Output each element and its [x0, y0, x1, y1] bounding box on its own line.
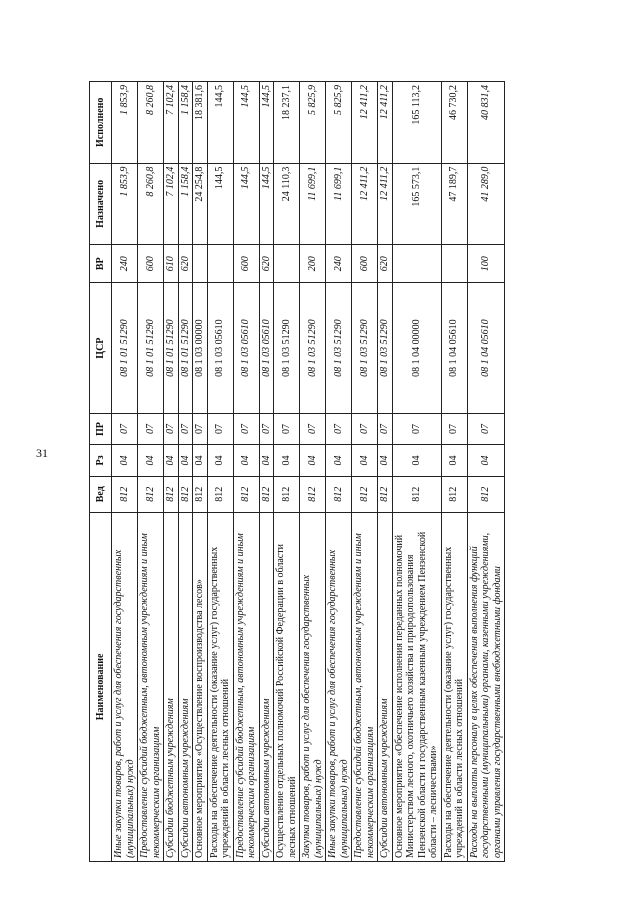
cell-assigned: 165 573,1	[392, 163, 441, 244]
cell-executed: 18 237,1	[274, 82, 300, 164]
cell-executed: 144,5	[207, 82, 233, 164]
table-row	[467, 82, 505, 862]
header-csr: ЦСР	[90, 283, 112, 413]
cell-executed: 18 381,6	[193, 82, 208, 164]
cell-ved: 812	[138, 476, 164, 512]
cell-rz: 04	[233, 445, 259, 476]
cell-rz: 04	[164, 445, 179, 476]
cell-executed: 5 825,9	[300, 82, 326, 164]
cell-pr: 07	[164, 413, 179, 444]
cell-csr: 08 1 03 51290	[352, 283, 378, 413]
cell-csr: 08 1 03 51290	[274, 283, 300, 413]
cell-name: Осуществление отдельных полномочий Российской Федерации в области лесных отношений	[274, 512, 300, 861]
cell-assigned: 12 411,2	[378, 163, 393, 244]
cell-executed: 12 411,2	[378, 82, 393, 164]
cell-name: Предоставление субсидий бюджетным, автономным учреждениям и иным некоммерческим организациям	[138, 512, 164, 861]
cell-ved: 812	[164, 476, 179, 512]
cell-csr: 08 1 03 05610	[207, 283, 233, 413]
cell-csr: 08 1 01 51290	[138, 283, 164, 413]
rotated-table-container	[89, 81, 535, 862]
cell-name: Основное мероприятие «Осуществление воспроизводства лесов»	[193, 512, 208, 861]
header-ved: Вед	[90, 476, 112, 512]
cell-pr: 07	[392, 413, 441, 444]
cell-pr: 07	[467, 413, 505, 444]
cell-assigned: 144,5	[207, 163, 233, 244]
cell-vr	[274, 245, 300, 283]
table-row	[300, 82, 326, 862]
cell-ved: 812	[392, 476, 441, 512]
cell-csr: 08 1 03 51290	[300, 283, 326, 413]
cell-name: Расходы на обеспечение деятельности (оказание услуг) государственных учреждений в области лесных отношений	[207, 512, 233, 861]
cell-rz: 04	[259, 445, 274, 476]
cell-pr: 07	[352, 413, 378, 444]
table-row	[441, 82, 467, 862]
cell-ved: 812	[112, 476, 138, 512]
cell-executed: 12 411,2	[352, 82, 378, 164]
cell-executed: 8 260,8	[138, 82, 164, 164]
cell-csr: 08 1 03 00000	[193, 283, 208, 413]
cell-vr	[207, 245, 233, 283]
cell-executed: 1 158,4	[178, 82, 193, 164]
table-row	[178, 82, 193, 862]
cell-rz: 04	[441, 445, 467, 476]
cell-executed: 144,5	[233, 82, 259, 164]
cell-pr: 07	[138, 413, 164, 444]
table-row	[112, 82, 138, 862]
cell-vr: 200	[300, 245, 326, 283]
cell-name: Субсидии автономным учреждениям	[378, 512, 393, 861]
cell-csr: 08 1 03 05610	[259, 283, 274, 413]
cell-rz: 04	[178, 445, 193, 476]
cell-name: Предоставление субсидий бюджетным, автономным учреждениям и иным некоммерческим организациям	[352, 512, 378, 861]
cell-name: Закупка товаров, работ и услуг для обеспечения государственных (муниципальных) нужд	[300, 512, 326, 861]
cell-pr: 07	[193, 413, 208, 444]
cell-pr: 07	[274, 413, 300, 444]
cell-pr: 07	[259, 413, 274, 444]
cell-vr: 600	[138, 245, 164, 283]
header-vr: ВР	[90, 245, 112, 283]
cell-ved: 812	[378, 476, 393, 512]
cell-csr: 08 1 04 05610	[441, 283, 467, 413]
cell-csr: 08 1 04 05610	[467, 283, 505, 413]
cell-ved: 812	[178, 476, 193, 512]
cell-ved: 812	[193, 476, 208, 512]
cell-name: Субсидии автономным учреждениям	[259, 512, 274, 861]
cell-rz: 04	[207, 445, 233, 476]
cell-assigned: 41 289,0	[467, 163, 505, 244]
cell-csr: 08 1 01 51290	[164, 283, 179, 413]
cell-csr: 08 1 04 00000	[392, 283, 441, 413]
cell-rz: 04	[138, 445, 164, 476]
table-row	[164, 82, 179, 862]
cell-assigned: 47 189,7	[441, 163, 467, 244]
header-assigned: Назначено	[90, 163, 112, 244]
cell-executed: 40 831,4	[467, 82, 505, 164]
cell-ved: 812	[467, 476, 505, 512]
cell-executed: 5 825,9	[326, 82, 352, 164]
table-row	[378, 82, 393, 862]
cell-ved: 812	[274, 476, 300, 512]
table-row	[259, 82, 274, 862]
cell-vr: 240	[112, 245, 138, 283]
cell-vr: 600	[352, 245, 378, 283]
cell-pr: 07	[326, 413, 352, 444]
cell-ved: 812	[441, 476, 467, 512]
table-row	[193, 82, 208, 862]
table-row	[138, 82, 164, 862]
cell-assigned: 144,5	[259, 163, 274, 244]
cell-csr: 08 1 03 05610	[233, 283, 259, 413]
cell-ved: 812	[352, 476, 378, 512]
header-row	[90, 82, 112, 862]
cell-rz: 04	[300, 445, 326, 476]
header-name: Наименование	[90, 512, 112, 861]
cell-executed: 144,5	[259, 82, 274, 164]
cell-assigned: 12 411,2	[352, 163, 378, 244]
table-row	[233, 82, 259, 862]
header-pr: ПР	[90, 413, 112, 444]
cell-vr: 240	[326, 245, 352, 283]
cell-name: Предоставление субсидий бюджетным, автономным учреждениям и иным некоммерческим организациям	[233, 512, 259, 861]
cell-vr: 620	[378, 245, 393, 283]
header-executed: Исполнено	[90, 82, 112, 164]
cell-pr: 07	[378, 413, 393, 444]
cell-name: Иные закупки товаров, работ и услуг для обеспечения государственных (муниципальных) нужд	[326, 512, 352, 861]
cell-csr: 08 1 01 51290	[112, 283, 138, 413]
cell-name: Иные закупки товаров, работ и услуг для обеспечения государственных (муниципальных) нужд	[112, 512, 138, 861]
cell-name: Основное мероприятие «Обеспечение исполнения переданных полномочий Министерством лесного, охотничьего хозяйства и природопользования Пензенской области и государственным казенным учреждением Пензенской области – лесничествами»	[392, 512, 441, 861]
cell-assigned: 144,5	[233, 163, 259, 244]
cell-assigned: 11 699,1	[300, 163, 326, 244]
cell-ved: 812	[233, 476, 259, 512]
cell-rz: 04	[112, 445, 138, 476]
table-row	[392, 82, 441, 862]
cell-ved: 812	[207, 476, 233, 512]
cell-rz: 04	[392, 445, 441, 476]
cell-assigned: 24 110,3	[274, 163, 300, 244]
cell-rz: 04	[467, 445, 505, 476]
cell-ved: 812	[259, 476, 274, 512]
cell-vr: 620	[259, 245, 274, 283]
cell-pr: 07	[112, 413, 138, 444]
table-row	[274, 82, 300, 862]
cell-ved: 812	[300, 476, 326, 512]
cell-pr: 07	[300, 413, 326, 444]
cell-rz: 04	[274, 445, 300, 476]
cell-name: Расходы на выплаты персоналу в целях обеспечения выполнения функций государственными (муниципальными) органами, казенными учреждениями, органами управления государственными внебюджетными фондами	[467, 512, 505, 861]
cell-executed: 7 102,4	[164, 82, 179, 164]
cell-vr: 620	[178, 245, 193, 283]
cell-name: Расходы на обеспечение деятельности (оказание услуг) государственных учреждений в области лесных отношений	[441, 512, 467, 861]
page-number: 31	[36, 446, 48, 460]
cell-vr: 610	[164, 245, 179, 283]
cell-assigned: 1 158,4	[178, 163, 193, 244]
cell-pr: 07	[178, 413, 193, 444]
cell-name: Субсидии бюджетным учреждениям	[164, 512, 179, 861]
cell-rz: 04	[378, 445, 393, 476]
cell-name: Субсидии автономным учреждениям	[178, 512, 193, 861]
table-row	[352, 82, 378, 862]
cell-vr: 600	[233, 245, 259, 283]
cell-ved: 812	[326, 476, 352, 512]
cell-vr	[193, 245, 208, 283]
cell-assigned: 7 102,4	[164, 163, 179, 244]
cell-rz: 04	[352, 445, 378, 476]
cell-assigned: 11 699,1	[326, 163, 352, 244]
cell-executed: 1 853,9	[112, 82, 138, 164]
cell-rz: 04	[326, 445, 352, 476]
cell-csr: 08 1 03 51290	[326, 283, 352, 413]
cell-assigned: 24 254,8	[193, 163, 208, 244]
table-row	[326, 82, 352, 862]
cell-vr	[392, 245, 441, 283]
header-rz: Рз	[90, 445, 112, 476]
cell-assigned: 8 260,8	[138, 163, 164, 244]
table-body	[112, 82, 505, 862]
cell-rz: 04	[193, 445, 208, 476]
cell-executed: 46 730,2	[441, 82, 467, 164]
cell-csr: 08 1 03 51290	[378, 283, 393, 413]
budget-table	[89, 81, 505, 862]
cell-assigned: 1 853,9	[112, 163, 138, 244]
cell-vr: 100	[467, 245, 505, 283]
cell-csr: 08 1 01 51290	[178, 283, 193, 413]
cell-pr: 07	[233, 413, 259, 444]
table-row	[207, 82, 233, 862]
cell-pr: 07	[207, 413, 233, 444]
cell-executed: 165 113,2	[392, 82, 441, 164]
cell-vr	[441, 245, 467, 283]
cell-pr: 07	[441, 413, 467, 444]
